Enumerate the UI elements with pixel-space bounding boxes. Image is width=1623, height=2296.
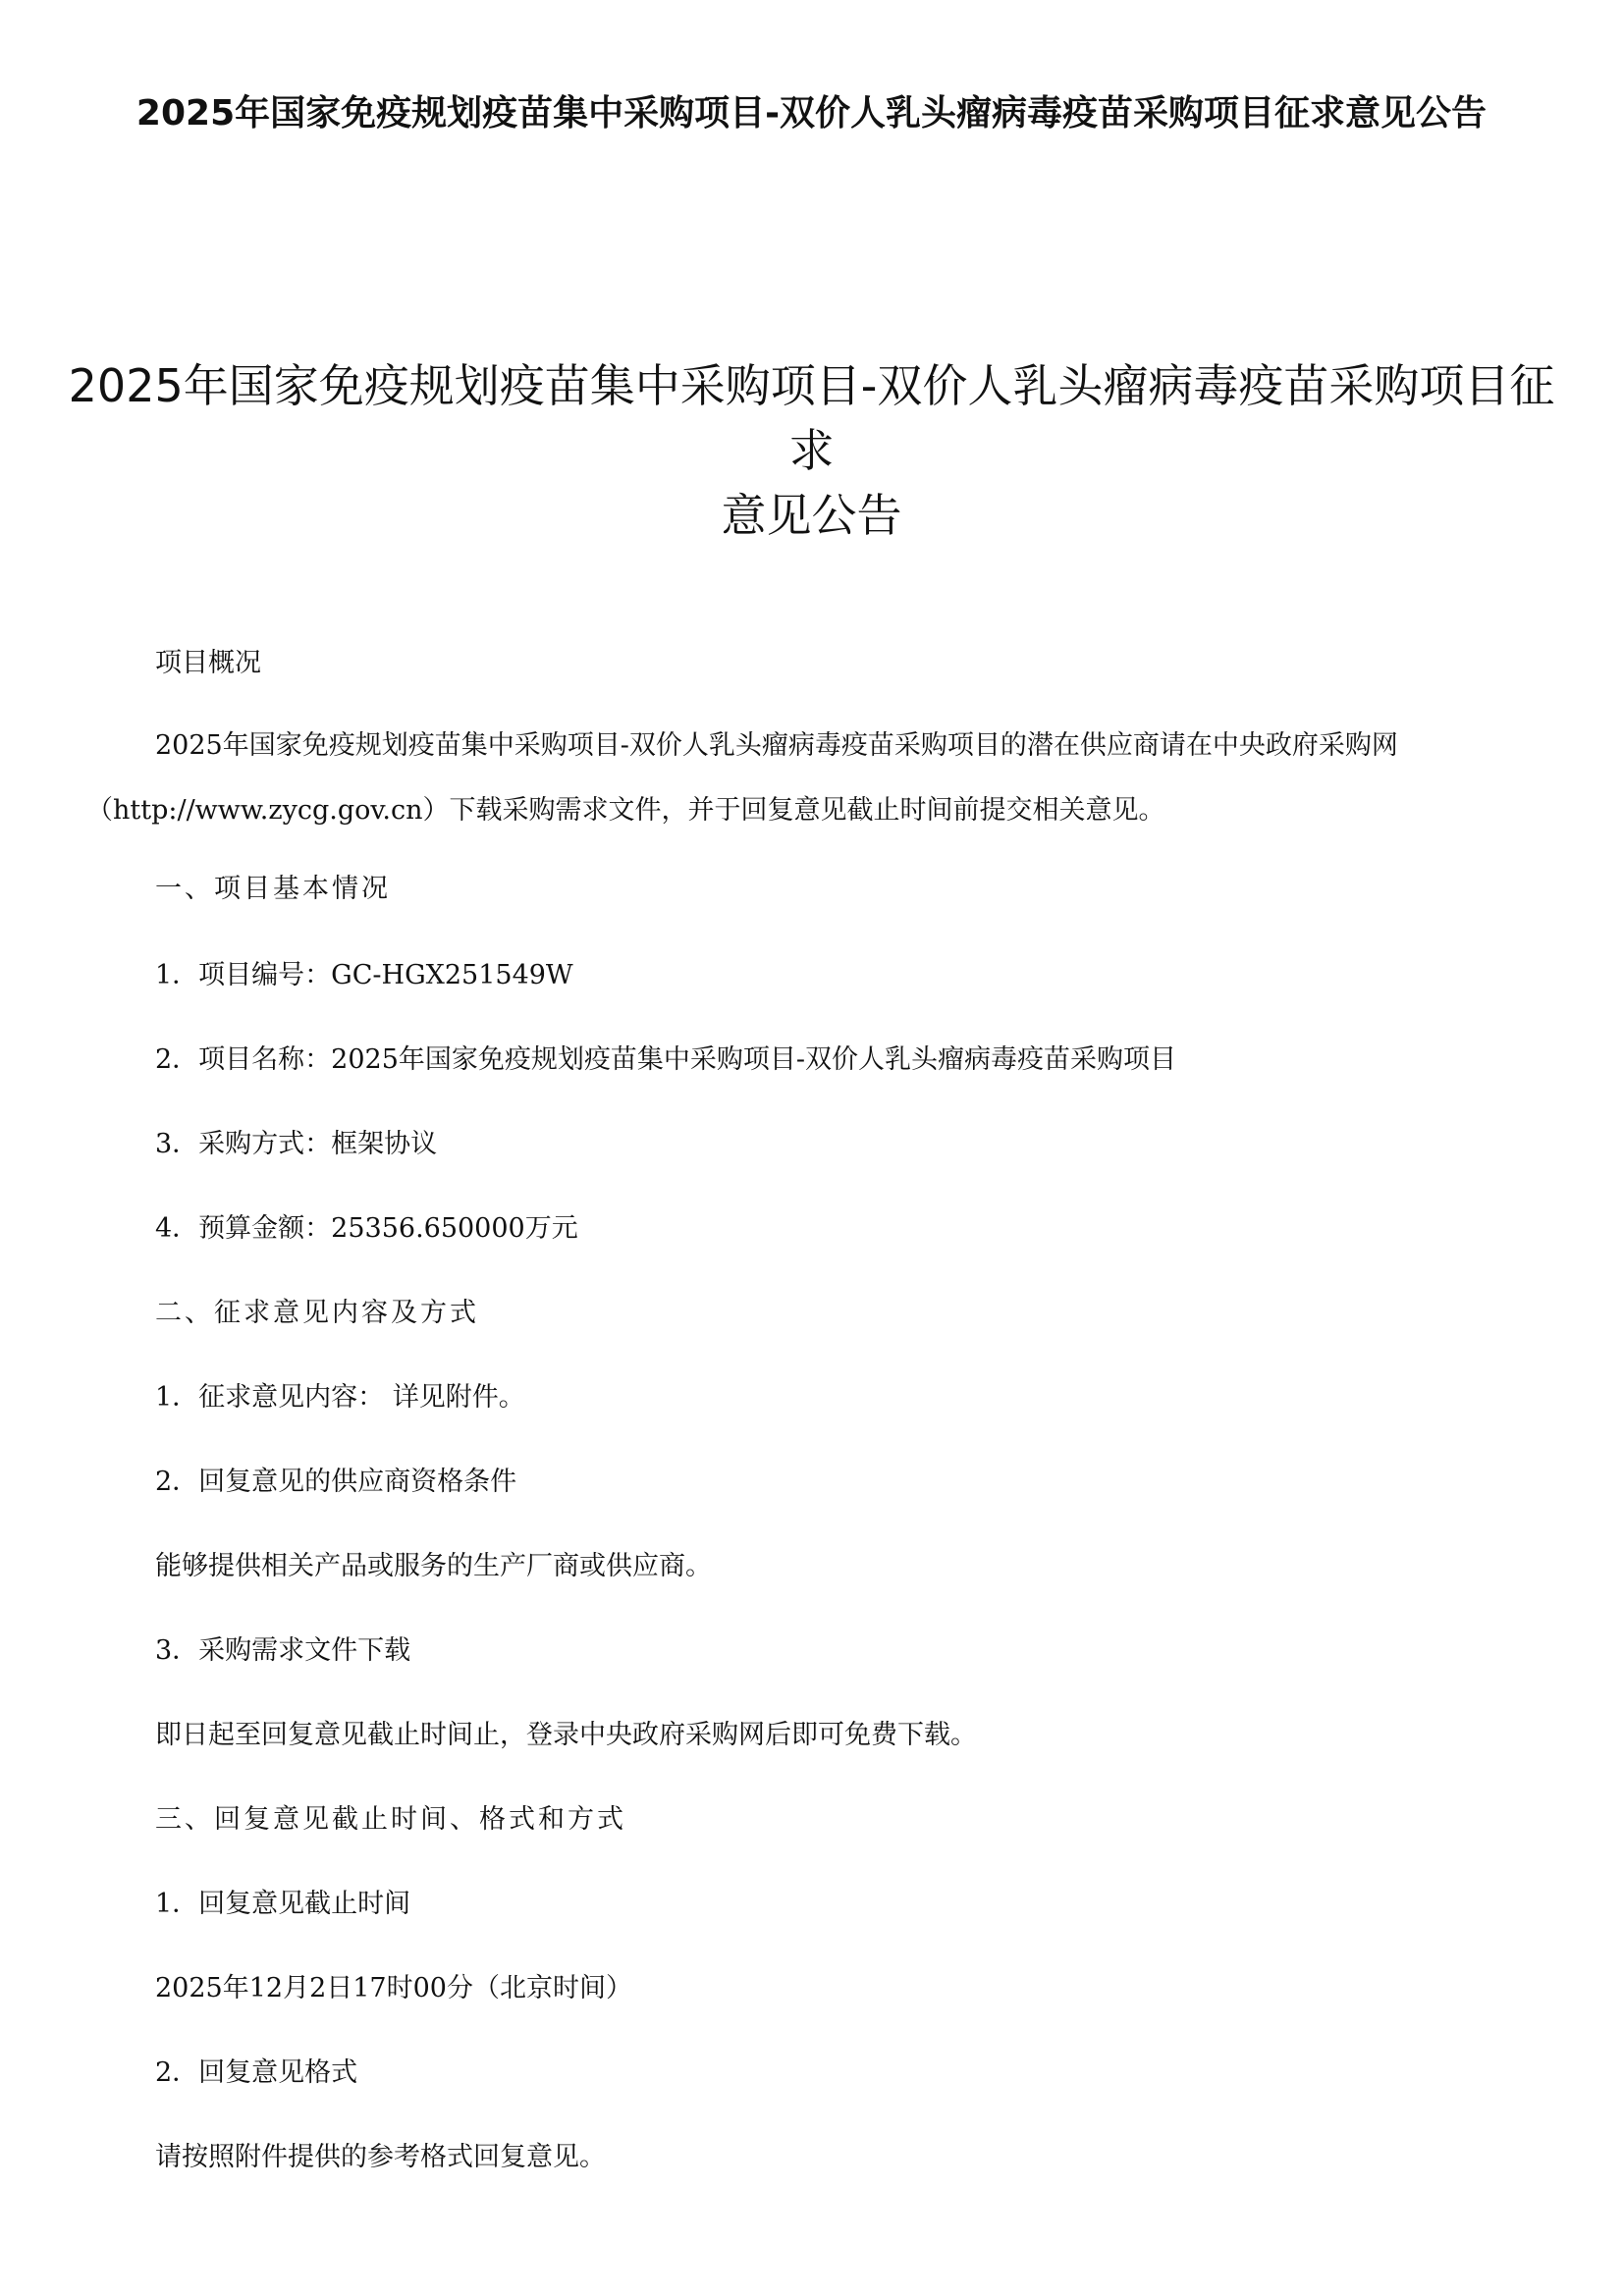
reply-format-text: 请按照附件提供的参考格式回复意见。	[155, 2142, 606, 2172]
consultation-content: 1．征求意见内容： 详见附件。	[155, 1382, 525, 1413]
overview-paragraph-line-1: 2025年国家免疫规划疫苗集中采购项目-双价人乳头瘤病毒疫苗采购项目的潜在供应商请在中央政府采购网	[155, 730, 1398, 761]
reply-deadline-heading: 1．回复意见截止时间	[155, 1889, 411, 1919]
document-download-heading: 3．采购需求文件下载	[155, 1635, 411, 1666]
section-1-heading: 一、项目基本情况	[155, 874, 391, 904]
budget-amount: 4．预算金额：25356.650000万元	[155, 1213, 578, 1244]
supplier-qualification-heading: 2．回复意见的供应商资格条件	[155, 1467, 517, 1497]
overview-paragraph	[86, 726, 1540, 830]
reply-format-heading: 2．回复意见格式	[155, 2057, 358, 2088]
document-title	[59, 353, 1564, 548]
supplier-qualification-text: 能够提供相关产品或服务的生产厂商或供应商。	[155, 1551, 712, 1581]
document-download-text: 即日起至回复意见截止时间止，登录中央政府采购网后即可免费下载。	[155, 1720, 977, 1750]
project-number: 1．项目编号：GC-HGX251549W	[155, 960, 573, 990]
document-title-line-1: 2025年国家免疫规划疫苗集中采购项目-双价人乳头瘤病毒疫苗采购项目征求	[68, 359, 1555, 477]
section-2-heading: 二、征求意见内容及方式	[155, 1298, 479, 1328]
section-3-heading: 三、回复意见截止时间、格式和方式	[155, 1804, 626, 1835]
overview-paragraph-line-2: （http://www.zycg.gov.cn）下载采购需求文件，并于回复意见截止时间前提交相关意见。	[86, 795, 1165, 826]
reply-deadline-text: 2025年12月2日17时00分（北京时间）	[155, 1973, 632, 2003]
running-header-title: 2025年国家免疫规划疫苗集中采购项目-双价人乳头瘤病毒疫苗采购项目征求意见公告	[135, 93, 1488, 133]
procurement-method: 3．采购方式：框架协议	[155, 1129, 438, 1159]
overview-heading: 项目概况	[155, 648, 261, 678]
document-title-line-2: 意见公告	[721, 489, 902, 542]
project-name: 2．项目名称：2025年国家免疫规划疫苗集中采购项目-双价人乳头瘤病毒疫苗采购项目	[155, 1044, 1177, 1075]
